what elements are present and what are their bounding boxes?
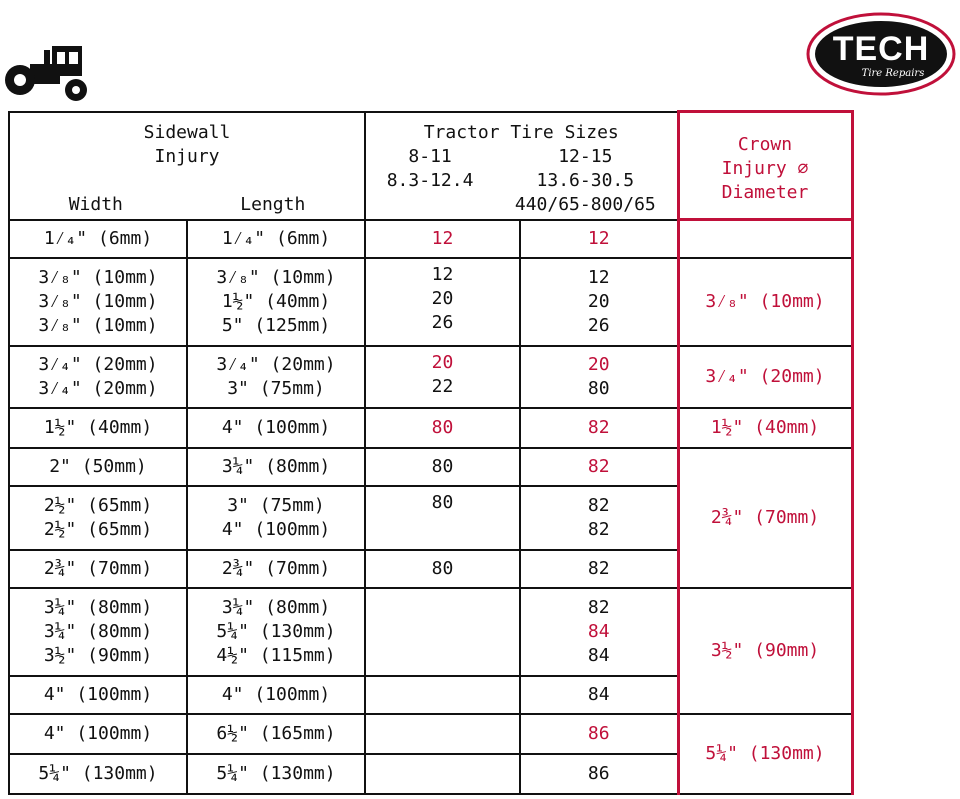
tire-b-cell <box>520 550 678 588</box>
table-row <box>9 258 852 346</box>
tire-b-cell <box>520 408 678 448</box>
sidewall-header <box>9 112 365 220</box>
tire-a-value: 80 <box>431 557 454 579</box>
width-cell <box>9 754 187 794</box>
length-value: 2¾" (70mm) <box>221 557 331 579</box>
width-value: 3⁄₄" (20mm) <box>38 377 158 399</box>
length-value: 3⁄₈" (10mm) <box>216 266 336 288</box>
length-label: Length <box>240 193 306 215</box>
tire-b-value: 82 <box>587 518 610 540</box>
tire-b-value: 26 <box>587 314 610 336</box>
crown-diameter-cell <box>678 258 852 346</box>
col-b-size: 12-15 <box>558 145 613 167</box>
logo-text: TECH <box>832 30 930 68</box>
tire-a-value: 80 <box>431 416 454 438</box>
tire-a-value: 22 <box>431 375 454 397</box>
tire-a-value: 12 <box>431 227 454 249</box>
tire-b-cell <box>520 714 678 754</box>
length-value: 6½" (165mm) <box>216 722 336 744</box>
tire-b-cell <box>520 588 678 676</box>
length-value: 5" (125mm) <box>221 314 331 336</box>
tire-b-value: 84 <box>587 683 610 705</box>
width-value: 5¼" (130mm) <box>38 762 158 784</box>
tire-b-value: 82 <box>587 416 610 438</box>
length-value: 4" (100mm) <box>221 683 331 705</box>
length-value: 5¼" (130mm) <box>216 620 336 642</box>
length-cell <box>187 220 365 258</box>
length-cell <box>187 486 365 550</box>
col-a-size: 8.3-12.4 <box>386 169 474 191</box>
length-value: 4" (100mm) <box>221 416 331 438</box>
tire-a-value: 20 <box>431 351 454 373</box>
length-cell <box>187 588 365 676</box>
crown-diameter-value: 2¾" (70mm) <box>710 506 820 528</box>
length-value: 4½" (115mm) <box>216 644 336 666</box>
length-value: 1⁄₄" (6mm) <box>221 227 331 249</box>
tire-a-cell <box>365 220 520 258</box>
width-value: 3⁄₈" (10mm) <box>38 290 158 312</box>
tractor-sizes-header <box>365 112 678 220</box>
width-value: 2½" (65mm) <box>43 518 153 540</box>
col-b-size: 440/65-800/65 <box>514 193 656 215</box>
length-value: 3" (75mm) <box>227 377 325 399</box>
width-value: 2½" (65mm) <box>43 494 153 516</box>
tire-b-value: 20 <box>587 353 610 375</box>
tire-b-value: 86 <box>587 722 610 744</box>
tire-b-cell <box>520 346 678 408</box>
col-a-size: 8-11 <box>408 145 452 167</box>
length-value: 3" (75mm) <box>227 494 325 516</box>
width-value: 1½" (40mm) <box>43 416 153 438</box>
tire-b-value: 84 <box>587 620 610 642</box>
tire-b-value: 82 <box>587 494 610 516</box>
tire-a-cell <box>365 486 520 550</box>
width-cell <box>9 408 187 448</box>
tire-a-cell <box>365 258 520 346</box>
width-cell <box>9 448 187 486</box>
width-value: 4" (100mm) <box>43 722 153 744</box>
length-cell <box>187 448 365 486</box>
width-value: 3⁄₈" (10mm) <box>38 314 158 336</box>
width-cell <box>9 346 187 408</box>
tire-b-cell <box>520 486 678 550</box>
crown-header <box>678 112 852 220</box>
tire-a-value: 80 <box>431 491 454 513</box>
crown-diameter-cell <box>678 714 852 794</box>
length-value: 1½" (40mm) <box>221 290 331 312</box>
tire-a-cell <box>365 408 520 448</box>
tire-a-cell <box>365 714 520 754</box>
width-value: 3¼" (80mm) <box>43 620 153 642</box>
crown-diameter-value: 1½" (40mm) <box>710 416 820 438</box>
crown-title-line: Diameter <box>721 181 809 203</box>
width-label: Width <box>68 193 123 215</box>
tire-a-value: 20 <box>431 287 454 309</box>
tire-a-cell <box>365 448 520 486</box>
crown-diameter-value: 3½" (90mm) <box>710 639 820 661</box>
width-value: 2¾" (70mm) <box>43 557 153 579</box>
width-value: 2" (50mm) <box>49 455 147 477</box>
col-b-size: 13.6-30.5 <box>536 169 635 191</box>
length-cell <box>187 408 365 448</box>
tire-b-value: 86 <box>587 762 610 784</box>
crown-diameter-cell <box>678 588 852 714</box>
tire-a-value: 80 <box>431 455 454 477</box>
tire-b-cell <box>520 258 678 346</box>
tire-b-value: 12 <box>587 227 610 249</box>
repair-size-table <box>8 110 854 795</box>
tire-b-value: 82 <box>587 557 610 579</box>
tire-b-value: 82 <box>587 596 610 618</box>
tire-a-cell <box>365 676 520 714</box>
width-cell <box>9 550 187 588</box>
sidewall-title-line: Sidewall <box>143 121 231 143</box>
length-value: 3⁄₄" (20mm) <box>216 353 336 375</box>
width-cell <box>9 258 187 346</box>
width-value: 1⁄₄" (6mm) <box>43 227 153 249</box>
crown-title-line: Injury ⌀ <box>721 157 809 179</box>
length-value: 3¼" (80mm) <box>221 596 331 618</box>
tire-b-value: 20 <box>587 290 610 312</box>
width-value: 3⁄₈" (10mm) <box>38 266 158 288</box>
tractor-title: Tractor Tire Sizes <box>423 121 619 143</box>
width-cell <box>9 486 187 550</box>
tire-b-value: 84 <box>587 644 610 666</box>
tire-a-cell <box>365 346 520 408</box>
table-row <box>9 448 852 486</box>
width-cell <box>9 220 187 258</box>
length-cell <box>187 258 365 346</box>
tire-b-cell <box>520 754 678 794</box>
width-value: 4" (100mm) <box>43 683 153 705</box>
crown-diameter-cell <box>678 448 852 588</box>
tire-a-cell <box>365 754 520 794</box>
tire-a-cell <box>365 550 520 588</box>
tire-a-value: 26 <box>431 311 454 333</box>
tech-logo <box>806 12 956 96</box>
width-value: 3¼" (80mm) <box>43 596 153 618</box>
length-cell <box>187 714 365 754</box>
length-cell <box>187 550 365 588</box>
tire-b-value: 82 <box>587 455 610 477</box>
crown-diameter-value: 3⁄₈" (10mm) <box>705 290 825 312</box>
crown-title-line: Crown <box>737 133 793 155</box>
tire-a-value: 12 <box>431 263 454 285</box>
tire-b-cell <box>520 448 678 486</box>
crown-diameter-cell <box>678 408 852 448</box>
length-value: 5¼" (130mm) <box>216 762 336 784</box>
width-cell <box>9 588 187 676</box>
tire-a-cell <box>365 588 520 676</box>
tire-b-cell <box>520 676 678 714</box>
length-value: 4" (100mm) <box>221 518 331 540</box>
tire-b-cell <box>520 220 678 258</box>
logo-subtext: Tire Repairs <box>861 68 925 79</box>
crown-diameter-value: 5¼" (130mm) <box>705 742 825 764</box>
crown-diameter-cell <box>678 346 852 408</box>
length-cell <box>187 676 365 714</box>
table-row <box>9 346 852 408</box>
width-cell <box>9 714 187 754</box>
width-cell <box>9 676 187 714</box>
tractor-icon <box>4 44 90 102</box>
table-header <box>9 112 852 220</box>
tire-b-value: 80 <box>587 377 610 399</box>
table-row <box>9 408 852 448</box>
crown-diameter-cell <box>678 220 852 258</box>
length-cell <box>187 754 365 794</box>
width-value: 3⁄₄" (20mm) <box>38 353 158 375</box>
length-cell <box>187 346 365 408</box>
crown-diameter-value: 3⁄₄" (20mm) <box>705 365 825 387</box>
table-row <box>9 588 852 676</box>
sidewall-title-line: Injury <box>154 145 220 167</box>
length-value: 3¼" (80mm) <box>221 455 331 477</box>
table-row <box>9 714 852 754</box>
width-value: 3½" (90mm) <box>43 644 153 666</box>
tire-b-value: 12 <box>587 266 610 288</box>
table-row <box>9 220 852 258</box>
